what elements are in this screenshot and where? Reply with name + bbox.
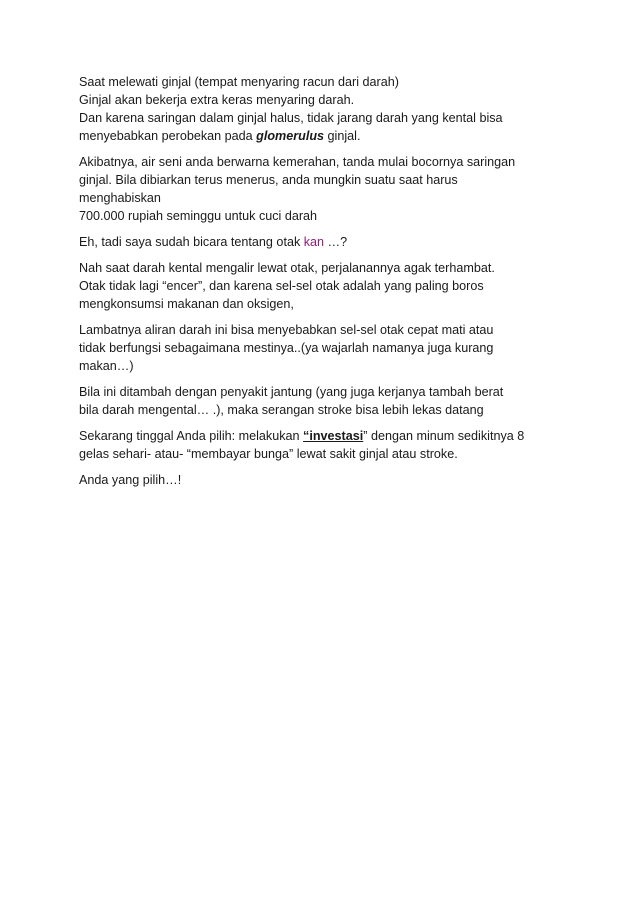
text-segment: menyebabkan perobekan pada [79, 129, 257, 143]
paragraph-8 [79, 471, 569, 489]
text-line: 700.000 rupiah seminggu untuk cuci darah [79, 209, 318, 223]
paragraph-2 [79, 153, 569, 225]
text-line: Lambatnya aliran darah ini bisa menyebabkan sel-sel otak cepat mati atau [79, 323, 494, 337]
paragraph-3 [79, 233, 569, 251]
paragraph-7 [79, 427, 569, 463]
text-line: Saat melewati ginjal (tempat menyaring racun dari darah) [79, 75, 399, 89]
paragraph-6 [79, 383, 569, 419]
text-line: tidak berfungsi sebagaimana mestinya..(ya wajarlah namanya juga kurang [79, 341, 494, 355]
paragraph-5 [79, 321, 569, 375]
paragraph-4 [79, 259, 569, 313]
accent-word: kan [303, 235, 325, 249]
text-line: Dan karena saringan dalam ginjal halus, tidak jarang darah yang kental bisa [79, 111, 503, 125]
text-segment: ” dengan minum sedikitnya 8 [363, 429, 525, 443]
text-line: ginjal. Bila dibiarkan terus menerus, anda mungkin suatu saat harus [79, 173, 458, 187]
emphasis-term: “investasi [303, 429, 364, 443]
text-line [79, 127, 569, 145]
text-line: mengkonsumsi makanan dan oksigen, [79, 297, 294, 311]
text-line [79, 427, 569, 445]
text-line: Bila ini ditambah dengan penyakit jantung (yang juga kerjanya tambah berat [79, 385, 504, 399]
text-line: Nah saat darah kental mengalir lewat otak, perjalanannya agak terhambat. [79, 261, 495, 275]
text-line: menghabiskan [79, 191, 161, 205]
text-segment: …? [324, 235, 348, 249]
text-line: Otak tidak lagi “encer”, dan karena sel-sel otak adalah yang paling boros [79, 279, 484, 293]
text-segment: Sekarang tinggal Anda pilih: melakukan [79, 429, 304, 443]
text-segment: ginjal. [324, 129, 361, 143]
text-line: Akibatnya, air seni anda berwarna kemerahan, tanda mulai bocornya saringan [79, 155, 516, 169]
paragraph-1 [79, 73, 569, 145]
text-line [79, 233, 569, 251]
text-line: Ginjal akan bekerja extra keras menyaring darah. [79, 93, 355, 107]
document-body [79, 73, 569, 497]
text-line: Anda yang pilih…! [79, 473, 182, 487]
text-line: makan…) [79, 359, 134, 373]
text-line: bila darah mengental… .), maka serangan stroke bisa lebih lekas datang [79, 403, 484, 417]
emphasis-term: glomerulus [256, 129, 325, 143]
text-segment: Eh, tadi saya sudah bicara tentang otak [79, 235, 304, 249]
text-line: gelas sehari- atau- “membayar bunga” lewat sakit ginjal atau stroke. [79, 447, 458, 461]
